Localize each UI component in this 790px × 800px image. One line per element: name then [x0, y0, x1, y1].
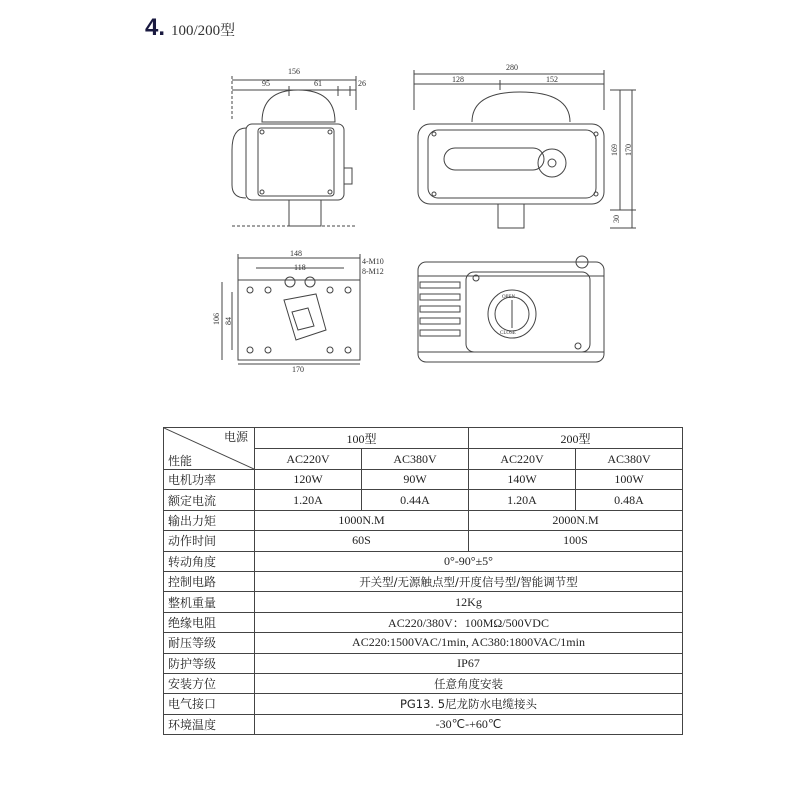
row-label: 转动角度 — [164, 551, 255, 571]
row-value: AC220/380V：100MΩ/500VDC — [255, 612, 683, 632]
row-value: 1000N.M — [255, 510, 469, 530]
row-value: 开关型/无源触点型/开度信号型/智能调节型 — [255, 571, 683, 591]
front-dim-left: 95 — [262, 79, 270, 88]
base-view-drawing — [222, 254, 360, 364]
corner-bottom-label: 性能 — [168, 454, 193, 468]
row-label: 控制电路 — [164, 571, 255, 591]
row-value: -30℃-+60℃ — [255, 714, 683, 734]
base-dim-depth: 106 — [212, 313, 221, 325]
row-label: 安装方位 — [164, 673, 255, 693]
gauge-open-label: OPEN — [502, 295, 516, 300]
row-label: 整机重量 — [164, 592, 255, 612]
table-row — [164, 470, 683, 490]
side-dim-total: 170 — [624, 144, 633, 156]
row-value: 140W — [469, 470, 576, 490]
row-label: 电气接口 — [164, 694, 255, 714]
side-dim-height: 169 — [610, 144, 619, 156]
row-value: 12Kg — [255, 592, 683, 612]
row-value: AC220:1500VAC/1min, AC380:1800VAC/1min — [255, 633, 683, 653]
row-label: 耐压等级 — [164, 633, 255, 653]
spec-table — [163, 427, 683, 735]
voltage-cell: AC220V — [255, 449, 362, 470]
front-dim-right: 61 — [314, 79, 322, 88]
row-value: 100S — [469, 531, 683, 551]
row-label: 防护等级 — [164, 653, 255, 673]
front-view-drawing — [232, 76, 356, 226]
row-label: 电机功率 — [164, 470, 255, 490]
row-value: 任意角度安装 — [255, 673, 683, 693]
row-value: 100W — [576, 470, 683, 490]
row-value: 2000N.M — [469, 510, 683, 530]
table-row — [164, 714, 683, 734]
row-value: PG13. 5尼龙防水电缆接头 — [255, 694, 683, 714]
base-dim-inner: 118 — [294, 263, 306, 272]
top-view-drawing — [418, 256, 604, 362]
table-row — [164, 551, 683, 571]
front-dim-width: 156 — [288, 67, 300, 76]
row-value: 1.20A — [255, 490, 362, 510]
base-dim-outer: 148 — [290, 249, 302, 258]
row-value: 1.20A — [469, 490, 576, 510]
side-dim-left: 128 — [452, 75, 464, 84]
group-100-header: 100型 — [255, 428, 469, 449]
row-value: 0°-90°±5° — [255, 551, 683, 571]
table-row — [164, 571, 683, 591]
row-value: 90W — [362, 470, 469, 490]
table-row — [164, 694, 683, 714]
row-value: 0.48A — [576, 490, 683, 510]
table-row — [164, 673, 683, 693]
front-dim-extra: 26 — [358, 79, 366, 88]
side-dim-shaft: 30 — [612, 215, 621, 223]
table-row — [164, 612, 683, 632]
row-value: 120W — [255, 470, 362, 490]
base-dim-width: 170 — [292, 365, 304, 374]
row-label: 绝缘电阻 — [164, 612, 255, 632]
row-label: 额定电流 — [164, 490, 255, 510]
row-value: IP67 — [255, 653, 683, 673]
base-thread-m12: 8-M12 — [362, 267, 384, 276]
side-view-drawing — [414, 70, 636, 228]
side-dim-length: 280 — [506, 63, 518, 72]
side-dim-right: 152 — [546, 75, 558, 84]
corner-top-label: 电源 — [223, 430, 248, 444]
table-row — [164, 510, 683, 530]
base-thread-m10: 4-M10 — [362, 257, 384, 266]
table-row — [164, 490, 683, 510]
table-row — [164, 633, 683, 653]
section-model-title: 100/200型 — [171, 23, 236, 39]
base-dim-inner-depth: 84 — [224, 317, 233, 325]
section-number: 4. — [145, 14, 166, 41]
row-value: 60S — [255, 531, 469, 551]
row-label: 输出力矩 — [164, 510, 255, 530]
group-200-header: 200型 — [469, 428, 683, 449]
corner-header-cell — [164, 428, 255, 470]
voltage-cell: AC220V — [469, 449, 576, 470]
row-label: 动作时间 — [164, 531, 255, 551]
table-row — [164, 592, 683, 612]
row-value: 0.44A — [362, 490, 469, 510]
voltage-cell: AC380V — [576, 449, 683, 470]
table-row — [164, 531, 683, 551]
row-label: 环境温度 — [164, 714, 255, 734]
gauge-close-label: CLOSE — [500, 331, 516, 336]
table-row — [164, 653, 683, 673]
voltage-cell: AC380V — [362, 449, 469, 470]
table-header-row — [164, 428, 683, 449]
